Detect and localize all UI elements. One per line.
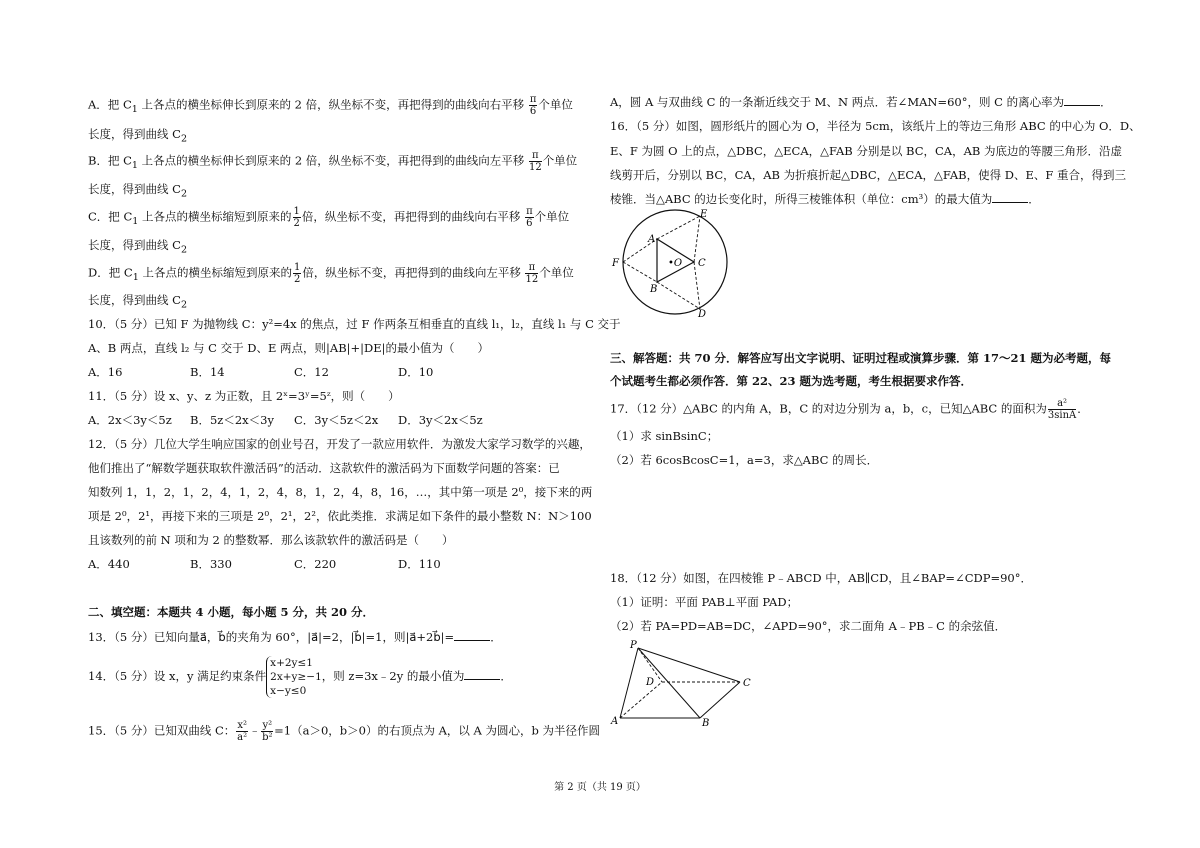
q12-line2: 他们推出了“解数学题获取软件激活码”的活动．这款软件的激活码为下面数学问题的答案：已 [88, 461, 560, 475]
q14-post: ，则 z=3x﹣2y 的最小值为 [321, 669, 465, 683]
fraction [293, 206, 301, 229]
option: C．220 [294, 557, 337, 571]
q18-line1: 18．（12 分）如图，在四棱锥 P﹣ABCD 中，AB∥CD，且∠BAP=∠CDP=90°． [610, 571, 1032, 585]
frac-num: a² [1048, 398, 1076, 410]
fraction [293, 262, 301, 285]
q12-line5: 且该数列的前 N 项和为 2 的整数幂．那么该款软件的激活码是（ ） [88, 533, 454, 547]
frac-den: 12 [525, 274, 539, 285]
q16-line1: 16．（5 分）如图，圆形纸片的圆心为 O，半径为 5cm，该纸片上的等边三角形 ABC 的中心为 O．D、 [610, 119, 1141, 133]
frac-den: b² [262, 732, 273, 743]
subscript: 1 [131, 103, 138, 115]
subscript: 2 [180, 244, 188, 256]
q9-option-b-cont [88, 181, 187, 202]
option: B．330 [190, 557, 232, 571]
frac-den: 6 [526, 218, 533, 229]
q9-a-tail: 个单位 [538, 97, 573, 112]
option: D．10 [398, 365, 434, 379]
q17-part2: （2）若 6cosBcosC=1，a=3，求△ABC 的周长． [610, 453, 879, 467]
frac-den: 3sinA [1047, 410, 1077, 421]
label-b: B [702, 718, 710, 728]
label-a: A [648, 234, 656, 245]
q9-a-text: 上各点的横坐标伸长到原来的 2 倍，纵坐标不变，再把得到的曲线向右平移 [141, 97, 525, 112]
q10-line1: 10．（5 分）已知 F 为抛物线 C：y²=4x 的焦点，过 F 作两条互相垂直的直线 l₁，l₂，直线 l₁ 与 C 交于 [88, 317, 621, 331]
q9-option-c [88, 206, 569, 230]
q13-text: 13．（5 分）已知向量a⃗，b⃗的夹角为 60°，|a⃗|=2，|b⃗|=1，则|a⃗+2b⃗|= [88, 630, 455, 644]
subscript: 2 [180, 133, 188, 145]
fraction [236, 720, 248, 743]
cont-text: 长度，得到曲线 C [88, 238, 181, 252]
minus: ﹣ [248, 723, 261, 738]
period: ． [1077, 401, 1089, 416]
label-a: A [611, 716, 619, 727]
q17-line1 [610, 398, 1089, 421]
subscript: 2 [180, 299, 188, 311]
q9-c-text1: 上各点的横坐标缩短到原来的 [142, 209, 292, 224]
frac-num: π [526, 206, 533, 217]
q11-line1: 11．（5 分）设 x、y、z 为正数，且 2ˣ=3ʸ=5ᶻ，则（ ） [88, 389, 400, 403]
section-title: 三、解答题：共 70 分．解答应写出文字说明、证明过程或演算步骤．第 17～21 题为必考题，每 [610, 351, 1112, 365]
q9-option-a-cont [88, 126, 187, 147]
frac-den: a² [237, 732, 248, 743]
frac-num: y² [262, 720, 273, 731]
answer-blank [454, 629, 490, 641]
q9-c-label: C．把 C [88, 209, 133, 224]
subscript: 2 [180, 188, 188, 200]
q12-line3: 知数列 1，1，2，1，2，4，1，2，4，8，1，2，4，8，16，…，其中第一项是 2⁰，接下来的两 [88, 485, 593, 499]
fraction [529, 150, 542, 173]
q12-options [88, 556, 441, 572]
label-b: B [650, 284, 658, 295]
cont-text: 长度，得到曲线 C [88, 127, 181, 141]
subscript: 1 [132, 271, 139, 283]
frac-num: π [525, 262, 538, 274]
q18-part2: （2）若 PA=PD=AB=DC，∠APD=90°，求二面角 A﹣PB﹣C 的余弦值． [610, 619, 1007, 633]
frac-den: 6 [529, 106, 537, 117]
q16-line3: 线剪开后，分别以 BC，CA，AB 为折痕折起△DBC，△ECA，△FAB，使得 D、E、F 重合，得到三 [610, 168, 1126, 182]
q9-d-tail: 个单位 [539, 265, 574, 280]
label-o: •O [668, 258, 683, 269]
label-d: D [646, 677, 655, 688]
q16-line4-text: 棱锥．当△ABC 的边长变化时，所得三棱锥体积（单位：cm³）的最大值为 [610, 192, 993, 206]
label-e: E [700, 209, 708, 220]
q15-pre: 15．（5 分）已知双曲线 C： [88, 723, 236, 738]
answer-blank [464, 668, 500, 680]
q9-d-text2: 倍，纵坐标不变，再把得到的曲线向左平移 [302, 265, 521, 280]
label-p: P [630, 640, 637, 651]
q9-c-text2: 倍，纵坐标不变，再把得到的曲线向右平移 [301, 209, 521, 224]
q16-line4: 棱锥．当△ABC 的边长变化时，所得三棱锥体积（单位：cm³）的最大值为 ． [610, 192, 1040, 206]
q15 [88, 720, 600, 743]
label-d: D [698, 309, 707, 318]
frac-num: π [529, 150, 542, 162]
q12-line4: 项是 2⁰，2¹，再接下来的三项是 2⁰，2¹，2²，依此类推．求满足如下条件的最小整数 N：N＞100 [88, 509, 592, 523]
q9-option-a [88, 94, 573, 118]
solid-edges [620, 648, 740, 718]
constraint: x+2y≤1 [270, 657, 313, 669]
q9-option-d-cont [88, 292, 187, 313]
q13: 13．（5 分）已知向量a⃗，b⃗的夹角为 60°，|a⃗|=2，|b⃗|=1，则|a⃗+2b⃗|= ． [88, 630, 502, 644]
q9-option-c-cont [88, 237, 187, 258]
option: A．440 [88, 557, 130, 571]
q10-line2: A、B 两点，直线 l₂ 与 C 交于 D、E 两点，则|AB|+|DE|的最小值为（ ） [88, 341, 490, 355]
q9-d-label: D．把 C [88, 265, 133, 280]
pyramid-figure [610, 636, 760, 728]
subscript: 1 [132, 215, 139, 227]
label-c: C [743, 678, 751, 689]
q14: 14．（5 分）设 x，y 满足约束条件 x+2y≤1 2x+y≥−1 x−y≤0 ，则 z=3x﹣2y 的最小值为 ． [88, 657, 512, 697]
q9-b-tail: 个单位 [542, 153, 578, 168]
q9-option-d [88, 262, 574, 286]
dashed-edges [620, 648, 740, 718]
frac-num: 1 [293, 206, 300, 217]
option: C．12 [294, 365, 329, 379]
q9-b-label: B．把 C [88, 153, 132, 168]
frac-den: 2 [293, 218, 300, 229]
q18-part1: （1）证明：平面 PAB⊥平面 PAD； [610, 595, 799, 609]
option: A．2x＜3y＜5z [88, 413, 172, 427]
option: C．3y＜5z＜2x [294, 413, 379, 427]
cont-text: 长度，得到曲线 C [88, 182, 181, 196]
fraction [261, 720, 273, 743]
fraction [529, 94, 538, 117]
label-f: F [612, 258, 619, 269]
fraction [1048, 398, 1076, 421]
fraction [525, 262, 538, 285]
q9-d-text1: 上各点的横坐标缩短到原来的 [142, 265, 292, 280]
q9-a-label: A．把 C [88, 97, 132, 112]
option: B．14 [190, 365, 225, 379]
subscript: 1 [131, 159, 139, 171]
frac-num: π [529, 94, 537, 105]
q9-c-tail: 个单位 [534, 209, 570, 224]
q17-part1: （1）求 sinBsinC； [610, 429, 719, 443]
option: B．5z＜2x＜3y [190, 413, 274, 427]
constraint: x−y≤0 [270, 685, 307, 697]
constraint: 2x+y≥−1 [270, 671, 322, 683]
q11-options [88, 412, 483, 428]
option: D．3y＜2x＜5z [398, 413, 483, 427]
frac-num: 1 [293, 262, 301, 273]
section-title-cont: 个试题考生都必须作答．第 22、23 题为选考题，考生根据要求作答． [610, 374, 973, 388]
label-c: C [698, 258, 706, 269]
frac-num: x² [237, 720, 247, 731]
frac-den: 12 [528, 162, 542, 173]
frac-den: 2 [293, 274, 301, 285]
answer-blank [1064, 94, 1100, 106]
section-title: 二、填空题：本题共 4 小题，每小题 5 分，共 20 分． [88, 605, 375, 619]
q10-options [88, 364, 433, 380]
fraction [525, 206, 534, 229]
q16-line2: E、F 为圆 O 上的点，△DBC，△ECA，△FAB 分别是以 BC，CA，AB 为底边的等腰三角形．沿虚 [610, 144, 1123, 158]
option: D．110 [398, 557, 441, 571]
q9-option-b [88, 150, 577, 174]
q17-text: 17．（12 分）△ABC 的内角 A，B，C 的对边分别为 a，b，c，已知△ABC 的面积为 [610, 401, 1047, 416]
circle-triangle-figure [610, 206, 740, 318]
q15-post: =1（a＞0，b＞0）的右顶点为 A，以 A 为圆心，b 为半径作圆 [274, 723, 601, 738]
q15-cont-text: A，圆 A 与双曲线 C 的一条渐近线交于 M、N 两点．若∠MAN=60°，则 C 的离心率为 [610, 95, 1065, 109]
answer-blank [992, 191, 1028, 203]
q12-line1: 12．（5 分）几位大学生响应国家的创业号召，开发了一款应用软件．为激发大家学习数学的兴趣， [88, 437, 591, 451]
page-footer: 第 2 页（共 19 页） [554, 782, 646, 793]
cont-text: 长度，得到曲线 C [88, 293, 181, 307]
constraint-system [266, 656, 322, 698]
q14-pre: 14．（5 分）设 x，y 满足约束条件 [88, 669, 267, 683]
q15-cont: A，圆 A 与双曲线 C 的一条渐近线交于 M、N 两点．若∠MAN=60°，则 C 的离心率为 ． [610, 95, 1112, 109]
q9-b-text: 上各点的横坐标伸长到原来的 2 倍，纵坐标不变，再把得到的曲线向左平移 [141, 153, 525, 168]
option: A．16 [88, 365, 123, 379]
